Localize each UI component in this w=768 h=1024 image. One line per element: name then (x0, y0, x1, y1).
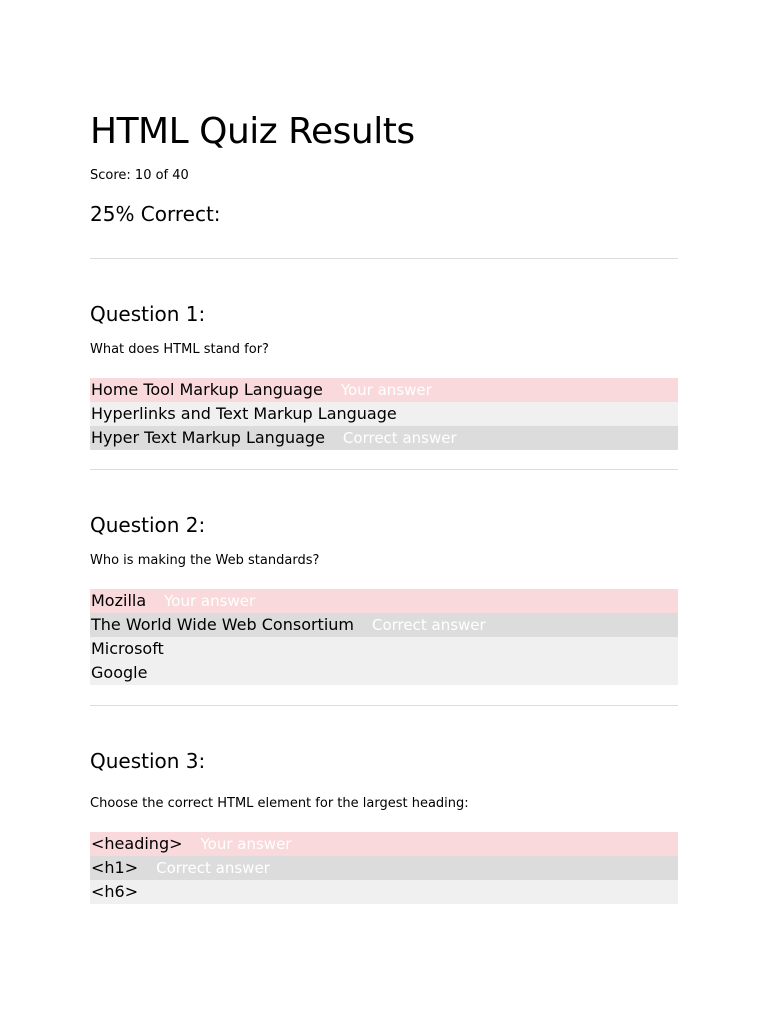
score-text: Score: 10 of 40 (90, 168, 189, 183)
answer-label: Mozilla (91, 591, 147, 610)
answer-option (90, 661, 678, 685)
question-text: What does HTML stand for? (90, 342, 269, 357)
divider (90, 705, 678, 706)
answer-list (90, 378, 678, 450)
page-title: HTML Quiz Results (90, 111, 415, 152)
divider (90, 258, 678, 259)
question-text: Who is making the Web standards? (90, 553, 320, 568)
answer-label: Hyper Text Markup Language (91, 428, 325, 447)
question-heading: Question 1: (90, 302, 206, 326)
answer-list (90, 832, 678, 904)
correct-answer-note: Correct answer (372, 616, 486, 634)
question-heading: Question 2: (90, 513, 206, 537)
answer-option (90, 856, 678, 880)
answer-label: Hyperlinks and Text Markup Language (91, 404, 397, 423)
answer-label: <heading> (91, 834, 183, 853)
question-3 (90, 747, 678, 904)
question-text: Choose the correct HTML element for the largest heading: (90, 796, 469, 811)
answer-option (90, 378, 678, 402)
your-answer-note: Your answer (340, 381, 432, 399)
correct-answer-note: Correct answer (156, 859, 270, 877)
answer-option (90, 589, 678, 613)
answer-option (90, 880, 678, 904)
question-heading: Question 3: (90, 749, 206, 773)
divider (90, 469, 678, 470)
correct-answer-note: Correct answer (342, 429, 457, 447)
percent-correct: 25% Correct: (90, 202, 221, 226)
answer-label: The World Wide Web Consortium (91, 615, 354, 634)
answer-label: <h1> (91, 858, 139, 877)
answer-label: Microsoft (91, 639, 164, 658)
your-answer-note: Your answer (200, 835, 292, 853)
question-1 (90, 300, 678, 450)
answer-label: Google (91, 663, 148, 682)
question-2 (90, 511, 678, 685)
answer-option (90, 637, 678, 661)
answer-option (90, 613, 678, 637)
answer-list (90, 589, 678, 685)
answer-option (90, 402, 678, 426)
your-answer-note: Your answer (164, 592, 256, 610)
answer-option (90, 832, 678, 856)
answer-label: Home Tool Markup Language (91, 380, 323, 399)
answer-label: <h6> (91, 882, 139, 901)
answer-option (90, 426, 678, 450)
